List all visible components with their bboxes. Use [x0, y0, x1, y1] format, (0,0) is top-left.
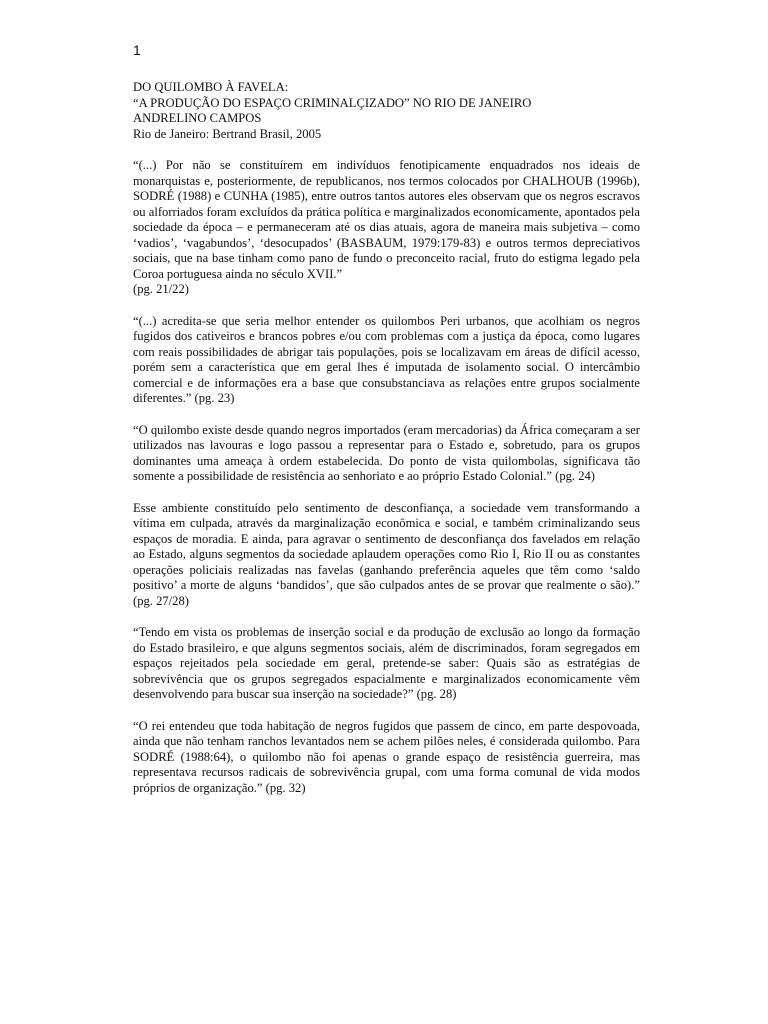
quote-paragraph-4 [133, 501, 640, 610]
book-subtitle: “A PRODUÇÃO DO ESPAÇO CRIMINALÇIZADO” NO RIO DE JANEIRO [133, 95, 532, 110]
quote-paragraph-6 [133, 719, 640, 797]
book-publication: Rio de Janeiro: Bertrand Brasil, 2005 [133, 126, 322, 141]
quote-text: “Tendo em vista os problemas de inserção social e da produção de exclusão ao longo da formação do Estado brasileiro, e que alguns segmentos sociais, além de discriminados, foram segregados em espaços rejeitados pela sociedade em geral, pretende-se saber: Quais são as estratégias de sobrevivência que os grupos segregados espacialmente e marginalizados economicamente vêm desenvolvendo para buscar sua inserção na sociedade?” (pg. 28) [133, 625, 640, 701]
quote-paragraph-1 [133, 158, 640, 298]
document-body [133, 80, 640, 812]
quote-text: “(...) Por não se constituírem em indivíduos fenotipicamente enquadrados nos ideais de monarquistas e, posteriormente, de republicanos, nos termos colocados por CHALHOUB (1996b), SODRÉ (1988) e CUNHA (1985), entre outros tantos autores eles observam que os negros escravos ou alforriados foram excluídos da prática política e marginalizados economicamente, apontados pela sociedade da época – e permaneceram até os dias atuais, agora de maneira mais subjetiva – como ‘vadios’, ‘vagabundos’, ‘desocupados’ (BASBAUM, 1979:179-83) e outros termos depreciativos sociais, que na base tinham como pano de fundo o preconceito racial, fruto do estigma legado pela Coroa portuguesa ainda no século XVII.” [133, 158, 640, 281]
page-number: 1 [133, 42, 141, 58]
book-author: ANDRELINO CAMPOS [133, 111, 262, 125]
quote-paragraph-2 [133, 314, 640, 407]
quote-paragraph-3 [133, 423, 640, 485]
quote-text: “O rei entendeu que toda habitação de negros fugidos que passem de cinco, em parte despovoada, ainda que não tenham ranchos levantados nem se achem pilões neles, é considerada quilombo. Para SODRÉ (1988:64), o quilombo não foi apenas o grande espaço de resistência guerreira, mas representava recursos radicais de sobrevivência grupal, com uma forma comunal de vida modos próprios de organização.” (pg. 32) [133, 718, 640, 795]
book-title: DO QUILOMBO À FAVELA: [133, 80, 289, 94]
page-citation: (pg. 21/22) [133, 282, 189, 296]
quote-text: “O quilombo existe desde quando negros importados (eram mercadorias) da África começaram a ser utilizados nas lavouras e logo passou a representar para o Estado e, sobretudo, para os grupos dominantes uma ameaça à ordem estabelecida. Do ponto de vista quilombolas, significava tão somente a possibilidade de resistência ao senhoriato e ao próprio Estado Colonial.” (pg. 24) [133, 422, 640, 483]
document-header [133, 80, 640, 142]
quote-text: “(...) acredita-se que seria melhor entender os quilombos Peri urbanos, que acolhiam os negros fugidos dos cativeiros e brancos pobres e/ou com problemas com a justiça da época, como lugares com reais possibilidades de abrigar tais populações, pois se localizavam em áreas de difícil acesso, porém sem a característica que em geral lhes é imputada de isolamento social. O intercâmbio comercial e de informações era a base que consubstanciava as relações entre grupos socialmente diferentes.” (pg. 23) [133, 313, 640, 405]
quote-paragraph-5 [133, 625, 640, 703]
quote-text: Esse ambiente constituído pelo sentimento de desconfiança, a sociedade vem transformando a vítima em culpada, através da marginalização econômica e social, e também criminalizando seus espaços de moradia. E ainda, para agravar o sentimento de desconfiança dos favelados em relação ao Estado, alguns segmentos da sociedade aplaudem operações como Rio I, Rio II ou as constantes operações policiais realizadas nas favelas (ganhando preferência aqueles que têm como ‘saldo positivo’ a morte de alguns ‘bandidos’, que são culpados antes de se provar que realmente o são).” (pg. 27/28) [133, 500, 640, 608]
